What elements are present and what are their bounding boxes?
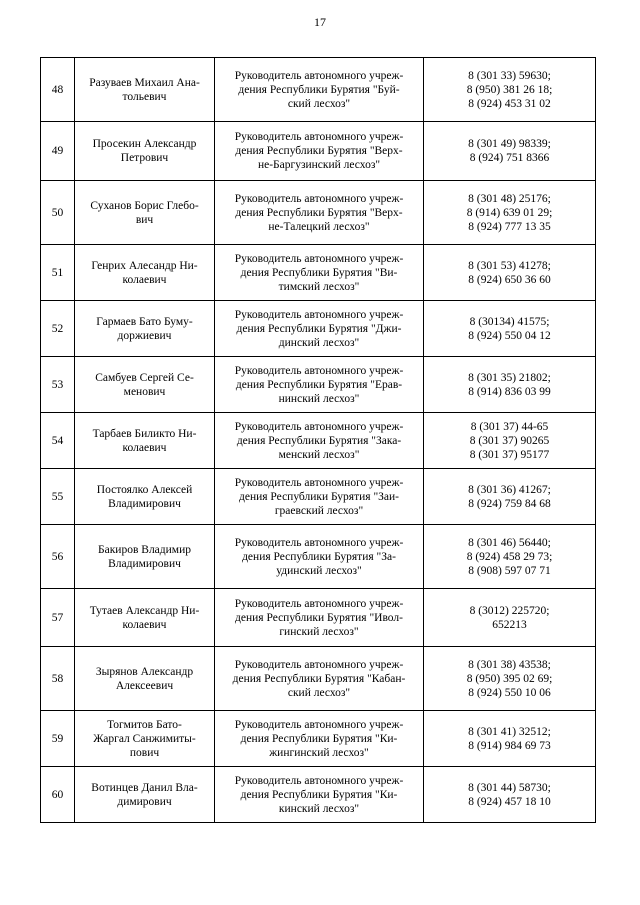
table-row xyxy=(41,245,596,301)
table-row xyxy=(41,301,596,357)
row-number: 60 xyxy=(41,767,75,823)
person-position: Руководитель автономного учреж- дения Республики Бурятия "Заи- граевский лесхоз" xyxy=(215,469,424,525)
person-name: Тутаев Александр Ни- колаевич xyxy=(75,589,215,647)
person-position: Руководитель автономного учреж- дения Республики Бурятия "Джи- динский лесхоз" xyxy=(215,301,424,357)
row-number: 59 xyxy=(41,711,75,767)
person-phones: 8 (301 41) 32512; 8 (914) 984 69 73 xyxy=(424,711,596,767)
person-phones: 8 (301 33) 59630; 8 (950) 381 26 18; 8 (924) 453 31 02 xyxy=(424,58,596,122)
table-row xyxy=(41,711,596,767)
person-name: Просекин Александр Петрович xyxy=(75,122,215,181)
person-position: Руководитель автономного учреж- дения Республики Бурятия "Верх- не-Талецкий лесхоз" xyxy=(215,181,424,245)
person-position: Руководитель автономного учреж- дения Республики Бурятия "Ви- тимский лесхоз" xyxy=(215,245,424,301)
person-name: Суханов Борис Глебо- вич xyxy=(75,181,215,245)
row-number: 53 xyxy=(41,357,75,413)
person-phones: 8 (301 53) 41278; 8 (924) 650 36 60 xyxy=(424,245,596,301)
person-name: Гармаев Бато Буму- доржиевич xyxy=(75,301,215,357)
row-number: 51 xyxy=(41,245,75,301)
person-phones: 8 (3012) 225720; 652213 xyxy=(424,589,596,647)
row-number: 49 xyxy=(41,122,75,181)
person-name: Постоялко Алексей Владимирович xyxy=(75,469,215,525)
person-position: Руководитель автономного учреж- дения Республики Бурятия "Ки- кинский лесхоз" xyxy=(215,767,424,823)
table-row xyxy=(41,469,596,525)
person-position: Руководитель автономного учреж- дения Республики Бурятия "Ки- жингинский лесхоз" xyxy=(215,711,424,767)
person-phones: 8 (30134) 41575; 8 (924) 550 04 12 xyxy=(424,301,596,357)
table-row xyxy=(41,181,596,245)
person-phones: 8 (301 36) 41267; 8 (924) 759 84 68 xyxy=(424,469,596,525)
table-row xyxy=(41,525,596,589)
person-name: Вотинцев Данил Вла- димирович xyxy=(75,767,215,823)
person-position: Руководитель автономного учреж- дения Республики Бурятия "Верх- не-Баргузинский лесхоз" xyxy=(215,122,424,181)
person-phones: 8 (301 48) 25176; 8 (914) 639 01 29; 8 (924) 777 13 35 xyxy=(424,181,596,245)
person-name: Тогмитов Бато- Жаргал Санжимиты- пович xyxy=(75,711,215,767)
table-row xyxy=(41,647,596,711)
person-position: Руководитель автономного учреж- дения Республики Бурятия "Зака- менский лесхоз" xyxy=(215,413,424,469)
row-number: 55 xyxy=(41,469,75,525)
table-row xyxy=(41,589,596,647)
person-phones: 8 (301 37) 44-65 8 (301 37) 90265 8 (301 37) 95177 xyxy=(424,413,596,469)
person-name: Разуваев Михаил Ана- тольевич xyxy=(75,58,215,122)
person-phones: 8 (301 49) 98339; 8 (924) 751 8366 xyxy=(424,122,596,181)
row-number: 56 xyxy=(41,525,75,589)
table-row xyxy=(41,767,596,823)
row-number: 50 xyxy=(41,181,75,245)
table-row xyxy=(41,122,596,181)
person-phones: 8 (301 35) 21802; 8 (914) 836 03 99 xyxy=(424,357,596,413)
person-name: Генрих Алесандр Ни- колаевич xyxy=(75,245,215,301)
person-position: Руководитель автономного учреж- дения Республики Бурятия "Ивол- гинский лесхоз" xyxy=(215,589,424,647)
row-number: 57 xyxy=(41,589,75,647)
person-position: Руководитель автономного учреж- дения Республики Бурятия "Буй- ский лесхоз" xyxy=(215,58,424,122)
person-name: Зырянов Александр Алексеевич xyxy=(75,647,215,711)
person-phones: 8 (301 44) 58730; 8 (924) 457 18 10 xyxy=(424,767,596,823)
page-number: 17 xyxy=(314,15,326,29)
row-number: 58 xyxy=(41,647,75,711)
person-position: Руководитель автономного учреж- дения Республики Бурятия "За- удинский лесхоз" xyxy=(215,525,424,589)
person-phones: 8 (301 38) 43538; 8 (950) 395 02 69; 8 (924) 550 10 06 xyxy=(424,647,596,711)
table-row xyxy=(41,413,596,469)
contacts-table xyxy=(40,57,596,823)
person-position: Руководитель автономного учреж- дения Республики Бурятия "Ерав- нинский лесхоз" xyxy=(215,357,424,413)
row-number: 52 xyxy=(41,301,75,357)
person-name: Бакиров Владимир Владимирович xyxy=(75,525,215,589)
row-number: 48 xyxy=(41,58,75,122)
table-row xyxy=(41,58,596,122)
person-name: Тарбаев Биликто Ни- колаевич xyxy=(75,413,215,469)
person-position: Руководитель автономного учреж- дения Республики Бурятия "Кабан- ский лесхоз" xyxy=(215,647,424,711)
person-phones: 8 (301 46) 56440; 8 (924) 458 29 73; 8 (908) 597 07 71 xyxy=(424,525,596,589)
row-number: 54 xyxy=(41,413,75,469)
person-name: Самбуев Сергей Се- менович xyxy=(75,357,215,413)
table-row xyxy=(41,357,596,413)
